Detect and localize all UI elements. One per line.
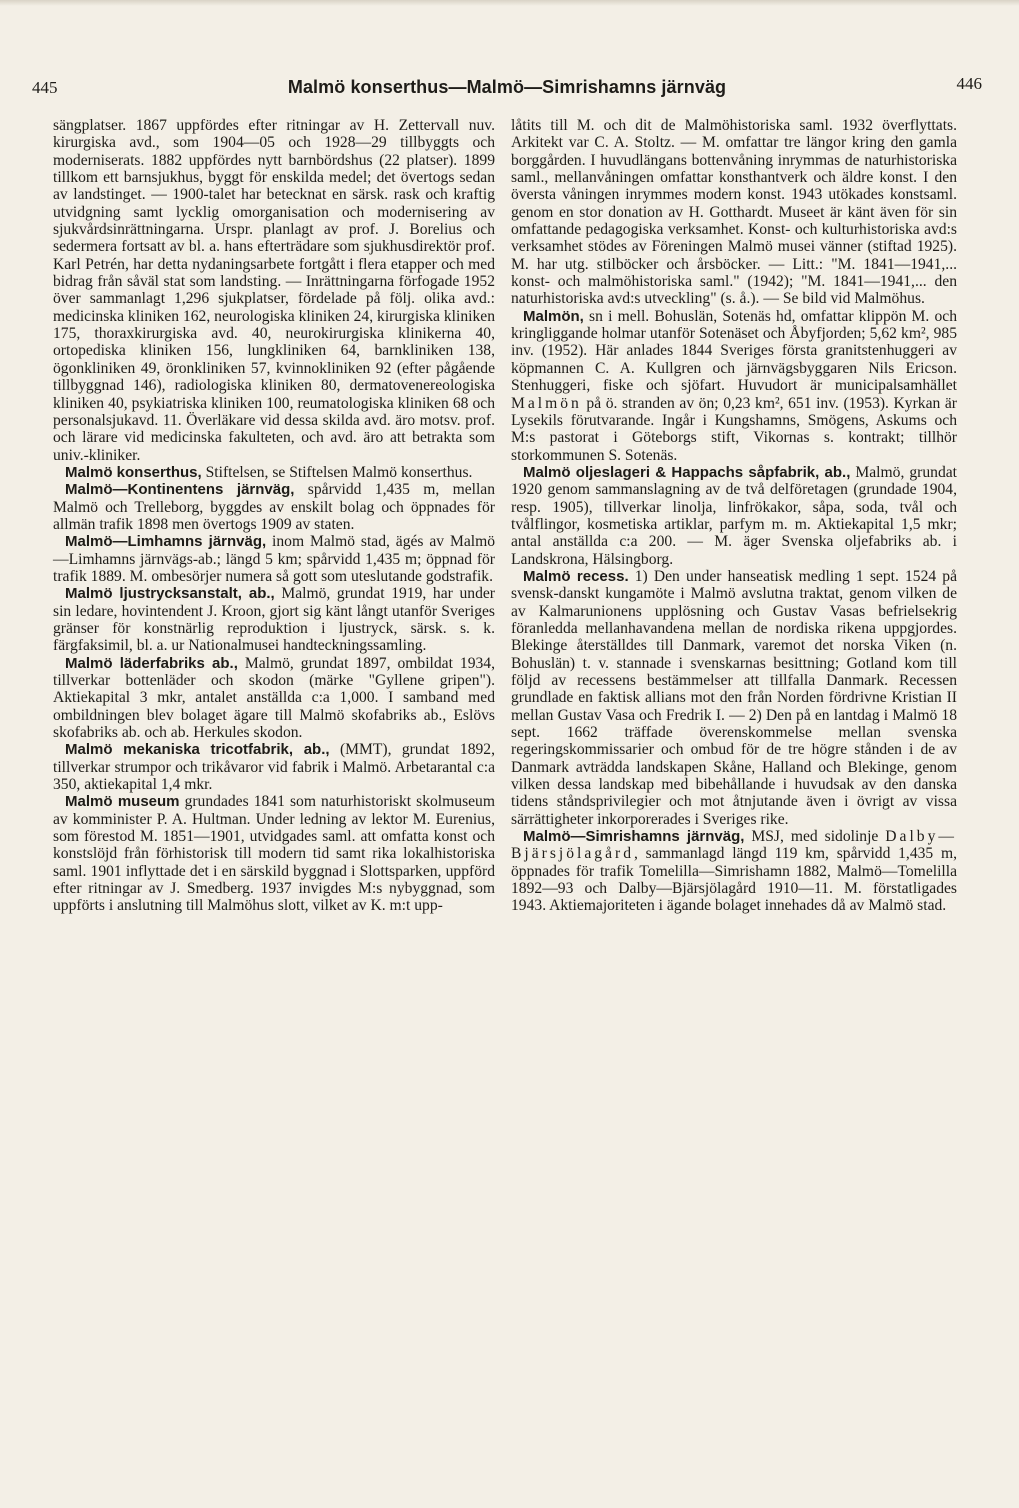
entry-limhamns-jarnvag: Malmö—Limhamns järnväg, inom Malmö stad, ägés av Malmö—Limhamns järnvägs-ab.; längd 5 km; spårvidd 1,435 m; öppnad för trafik 1889. M. ombesörjer numera så gott som uteslutande godstrafik. bbox=[53, 533, 495, 585]
spaced-name: Dalby—Bjärsjölagård bbox=[511, 828, 957, 863]
entry-ljustrycksanstalt: Malmö ljustrycksanstalt, ab., Malmö, grundat 1919, har under sin ledare, hovintendent J. Kroon, gjort sig känt långt utanför Sveriges gränser för konstnärlig reproduktion i ljustryck, särsk. s. k. färgfaksimil, bl. a. ur Nationalmusei handteckningssamling. bbox=[53, 585, 495, 655]
headword: Malmön, bbox=[523, 307, 584, 325]
page-number-left: 445 bbox=[32, 78, 58, 97]
entry-simrishamns-jarnvag: Malmö—Simrishamns järnväg, MSJ, med sidolinje Dalby—Bjärsjölagård, sammanlagd längd 119 km, spårvidd 1,435 m, öppnades för trafik Tomelilla—Simrishamn 1882, Malmö—Tomelilla 1892—93 och Dalby—Bjärsjölagård 1910—11. M. förstatligades 1943. Aktiemajoriteten i ägande bolaget innehades då av Malmö stad. bbox=[511, 828, 957, 915]
entry-oljeslageri: Malmö oljeslageri & Happachs såpfabrik, ab., Malmö, grundat 1920 genom sammanslagning av de två delföretagen (grundade 1904, resp. 1905), tillverkar linolja, linfrökakor, såpa, soda, tvål och tvålflingor, kosmetiska artiklar, parfym m. m. Aktiekapital 1,5 mkr; antal anställda c:a 200. — M. äger Svenska oljefabriks ab. i Landskrona, Hälsingborg. bbox=[511, 463, 957, 568]
entry-sjukhus-continuation: sängplatser. 1867 uppfördes efter ritningar av H. Zettervall nuv. kirurgiska avd., som 1904—05 och 1928—29 tillbyggts och moderniserats. 1882 uppfördes nytt barnbördshus (22 platser). 1899 tillkom ett barnsjukhus, byggt för enskilda medel; det övertogs sedan av landstinget. — 1900-talet har betecknat en särsk. rask och kraftig utvidgning samt lycklig omorganisation och modernisering av sjukvårdsinrättningarna. Urspr. planlagt av prof. J. Borelius och sedermera fortsatt av bl. a. hans efterträdare som sjukhusdirektör prof. Karl Petrén, har detta nydaningsarbete fortgått i flera etapper och med bidrag från såväl stat som landsting. — Inrättningarna förfogade 1952 över sammanlagt 1,296 sjukplatser, fördelade på följ. olika avd.: medicinska kliniken 162, neurologiska kliniken 24, kirurgiska kliniken 175, thoraxkirurgiska avd. 40, neurokirurgiska klinikerna 40, ortopediska kliniken 156, lungkliniken 64, barnkliniken 138, ögonkliniken 49, öronkliniken 57, kvinnokliniken 92 (efter pågående tillbyggnad 146), radiologiska kliniken 80, dermatovenereologiska kliniken 40, psykiatriska kliniken 100, reumatologiska kliniken 68 och personalsjukavd. 11. Överläkare vid dessa skilda avd. äro motsv. prof. och lärare vid medicinska fakulteten, och avd. äro att betrakta som univ.-kliniker. bbox=[53, 117, 495, 464]
spaced-name: Malmön bbox=[511, 394, 582, 412]
entry-museum-continuation: låtits till M. och dit de Malmöhistoriska saml. 1932 överflyttats. Arkitekt var C. A. Stoltz. — M. omfattar tre längor kring den gamla borggården. I huvudlängans bottenvåning inrymmas de naturhistoriska saml., mellanvåningen omfattar konsthantverk och äldre konst. I den översta våningen inrymmes modern konst. 1943 utökades konstsaml. genom en stor donation av H. Gotthardt. Museet är känt även för sin omfattande pedagogiska verksamhet. Konst- och kulturhistoriska avd:s verksamhet stödes av Föreningen Malmö musei vänner (stiftad 1925). M. har utg. stilböcker och årsböcker. — Litt.: "M. 1841—1941,... konst- och malmöhistoriska saml." (1942); "M. 1841—1941,... den naturhistoriska avd:s utveckling" (s. å.). — Se bild vid Malmöhus. bbox=[511, 117, 957, 308]
entry-malmo-recess: Malmö recess. 1) Den under hanseatisk medling 1 sept. 1524 på svensk-danskt kungamöte i Malmö avslutna traktat, genom vilken de av Kalmarunionens upplösning och Gustav Vasas befrielsekrig föranledda mellanhavandena mellan de nordiska rikena uppgjordes. Blekinge återställdes till Danmark, varemot det norska Viken (n. Bohuslän) t. v. stannade i svenskarnas besittning; Gotland kom till följd av recessens bestämmelser att tillfalla Danmark. Recessen grundlade en faktisk allians mot den från Norden fördrivne Kristian II mellan Gustav Vasa och Fredrik I. — 2) Den på en lantdag i Malmö 18 sept. 1662 träffade överenskommelse mellan svenska regeringskommissarier och ombud för de tre högre stånden i de av Danmark avträdda landskapen Skåne, Halland och Blekinge, genom vilken dessa landskap med bibehållande i huvudsak av den danska tidens ståndsprivilegier och mot åtnjutande även i övrigt av vissa särrättigheter inkorporerades i Sveriges rike. bbox=[511, 567, 958, 828]
page-top-edge bbox=[0, 0, 1019, 6]
entry-laderfabriks: Malmö läderfabriks ab., Malmö, grundat 1897, ombildat 1934, tillverkar bottenläder och skodon (märke "Gyllene gripen"). Aktiekapital 3 mkr, antalet anställda c:a 1,000. I samband med ombildningen blev bolaget ägare till Malmö skofabriks ab., Eslövs skofabriks ab. och ab. Herkules skodon. bbox=[53, 654, 495, 742]
see-reference: Stiftelsen bbox=[205, 463, 265, 481]
page-header bbox=[32, 74, 982, 108]
right-column bbox=[511, 117, 957, 915]
entry-kontinentens-jarnvag: Malmö—Kontinentens järnväg, spårvidd 1,435 m, mellan Malmö och Trelleborg, byggdes av enskilt bolag och öppnades för allmän trafik 1898 men övertogs 1909 av staten. bbox=[53, 481, 495, 533]
entry-konserthus: Malmö konserthus, Stiftelsen, se Stiftelsen Malmö konserthus. bbox=[65, 463, 473, 481]
running-head: Malmö konserthus—Malmö—Simrishamns järnväg bbox=[287, 77, 727, 97]
headword: Malmö ljustrycksanstalt, ab., bbox=[65, 585, 275, 603]
headword: Malmö recess. bbox=[523, 567, 629, 585]
headword: Malmö mekaniska tricotfabrik, ab., bbox=[65, 741, 330, 759]
headword: Malmö museum bbox=[65, 793, 180, 811]
left-column bbox=[53, 117, 495, 915]
headword: Malmö—Limhamns järnväg, bbox=[65, 533, 267, 551]
headword: Malmö—Kontinentens järnväg, bbox=[65, 481, 295, 499]
entry-tricotfabrik: Malmö mekaniska tricotfabrik, ab., (MMT), grundat 1892, tillverkar strumpor och trikåvaror vid fabrik i Malmö. Arbetarantal c:a 350, aktiekapital 1,4 mkr. bbox=[53, 741, 495, 794]
headword: Malmö konserthus, bbox=[65, 463, 202, 481]
headword: Malmö oljeslageri & Happachs såpfabrik, ab., bbox=[523, 463, 851, 481]
entry-museum: Malmö museum grundades 1841 som naturhistoriskt skolmuseum av komminister P. A. Hultman. Under ledning av lektor M. Eurenius, som förestod M. 1851—1901, utvidgades saml. att omfatta konst och konstslöjd från förhistorisk till modern tid samt rika lokalhistoriska saml. 1901 inflyttade det i en särskild byggnad i Slottsparken, uppförd efter ritningar av J. Smedberg. 1937 invigdes M:s nybyggnad, som uppförts i anslutning till Malmöhus slott, vilket av K. m:t upp- bbox=[53, 793, 495, 915]
entry-malmon: Malmön, sn i mell. Bohuslän, Sotenäs hd, omfattar klippön M. och kringliggande holmar utanför Sotenäset och Åbyfjorden; 5,62 km², 985 inv. (1952). Här anlades 1844 Sveriges första granitstenhuggeri av köpmannen C. A. Kullgren och järnvägsbyggaren Nils Ericson. Stenhuggeri, fiske och sjöfart. Huvudort är municipalsamhället Malmön på ö. stranden av ön; 0,23 km², 651 inv. (1953). Kyrkan är Lysekils förutvarande. Ingår i Kungshamns, Smögens, Askums och M:s pastorat i Göteborgs stift, Vikornas s. kontrakt; tillhör storkommunen S. Sotenäs. bbox=[511, 307, 957, 464]
headword: Malmö läderfabriks ab., bbox=[65, 654, 238, 672]
page-number-right: 446 bbox=[956, 74, 982, 93]
headword: Malmö—Simrishamns järnväg, bbox=[523, 828, 745, 846]
